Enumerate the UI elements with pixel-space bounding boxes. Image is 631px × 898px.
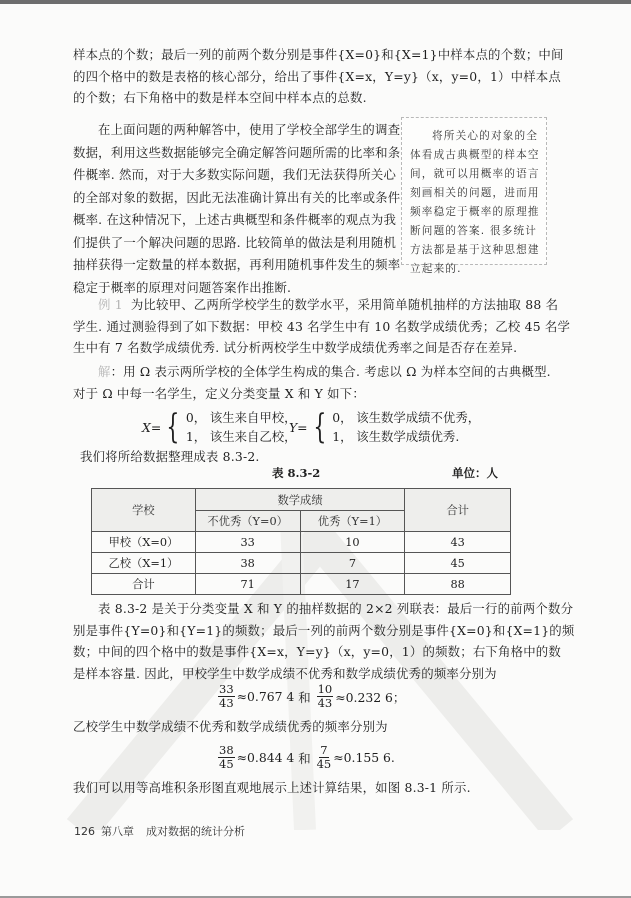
row-label: 甲校（X=0） bbox=[92, 532, 196, 553]
case-desc: 该生数学成绩优秀. bbox=[356, 429, 460, 444]
formula-school-a bbox=[216, 683, 405, 710]
discussion-paragraph bbox=[73, 119, 400, 299]
closing-line: 我们可以用等高堆积条形图直观地展示上述计算结果，如图 8.3-1 所示. bbox=[73, 780, 471, 795]
case-value: 1， bbox=[332, 429, 353, 444]
denominator: 45 bbox=[316, 757, 332, 771]
table-cell: 45 bbox=[405, 553, 511, 574]
conjunction: 和 bbox=[294, 750, 315, 766]
text-line: 件概率. 然而，对于大多数实际问题，我们无法获得所关心 bbox=[73, 167, 397, 182]
text-line bbox=[73, 361, 551, 383]
denominator: 45 bbox=[219, 757, 234, 771]
approx-value: ≈0.844 4 bbox=[236, 750, 295, 765]
definition-lhs: X= bbox=[142, 419, 162, 435]
table-cell: 38 bbox=[195, 553, 300, 574]
text-line: 在上面问题的两种解答中，使用了学校全部学生的调查 bbox=[98, 122, 401, 137]
numerator: 10 bbox=[317, 682, 333, 696]
text-line: 的全部对象的数据，因此无法准确计算出有关的比率或条件 bbox=[73, 189, 401, 205]
table-row bbox=[92, 532, 511, 553]
text-line: 们提供了一个解决问题的思路. 比较简单的做法是利用随机 bbox=[73, 234, 397, 250]
text-line: 对于 Ω 中每一名学生，定义分类变量 X 和 Y 如下： bbox=[73, 385, 365, 401]
brace-icon: { bbox=[166, 407, 180, 447]
approx-value: ≈0.767 4 bbox=[236, 689, 295, 704]
table-cell: 43 bbox=[405, 532, 511, 553]
subheader-excellent: 优秀（Y=1） bbox=[300, 511, 405, 532]
numerator: 33 bbox=[219, 682, 234, 696]
text-line: 数据，利用这些数据能够完全确定解答问题所需的比率和条 bbox=[73, 144, 401, 160]
case-desc: 该生来自乙校， bbox=[209, 429, 297, 444]
text-line: 是样本容量. 因此，甲校学生中数学成绩不优秀和数学成绩优秀的频率分别为 bbox=[73, 665, 497, 681]
chapter-label: 第八章 bbox=[101, 825, 134, 838]
numerator: 7 bbox=[320, 743, 328, 757]
numerator: 38 bbox=[219, 743, 234, 757]
table-intro: 我们将所给数据整理成表 8.3-2. bbox=[80, 449, 260, 464]
text-line: 数；中间的四个格中的数是事件{X=x，Y=y}（x，y=0，1）的频数；右下角格中的数 bbox=[73, 644, 561, 659]
formula-school-b bbox=[216, 744, 395, 771]
table-cell: 10 bbox=[300, 532, 405, 553]
intro-paragraph bbox=[73, 44, 564, 109]
case-value: 0， bbox=[185, 410, 207, 425]
table-cell: 71 bbox=[195, 574, 300, 595]
text-line-content: ：用 Ω 表示两所学校的全体学生构成的集合. 考虑以 Ω 为样本空间的古典概型. bbox=[110, 364, 551, 379]
case-row bbox=[332, 408, 480, 427]
table-cell: 88 bbox=[405, 574, 511, 595]
conjunction: 和 bbox=[294, 689, 315, 705]
definition-lhs: Y= bbox=[289, 419, 308, 435]
approx-value: ≈0.232 6； bbox=[335, 689, 406, 705]
text-line-content: 为比较甲、乙两所学校学生的数学水平，采用简单随机抽样的方法抽取 88 名 bbox=[130, 297, 559, 312]
text-line: 的个数；右下角格中的数是样本空间中样本点的总数. bbox=[73, 90, 367, 105]
page-number: 126 bbox=[74, 825, 95, 838]
case-value: 0， bbox=[332, 410, 353, 425]
table-cell: 33 bbox=[195, 532, 300, 553]
page-footer bbox=[74, 823, 245, 839]
example-label: 例 1 bbox=[98, 297, 123, 312]
table-caption: 表 8.3-2 bbox=[272, 466, 321, 480]
example-paragraph bbox=[73, 294, 570, 359]
contingency-table bbox=[91, 488, 511, 595]
text-line: 表 8.3-2 是关于分类变量 X 和 Y 的抽样数据的 2×2 列联表：最后一行的前两个数分 bbox=[98, 601, 574, 616]
case-value: 1， bbox=[185, 429, 207, 444]
scan-top-edge bbox=[0, 0, 631, 4]
text-line: 抽样获得一定数量的样本数据，再利用随机事件发生的频率 bbox=[73, 257, 401, 272]
header-math-score: 数学成绩 bbox=[195, 489, 405, 511]
row-label: 合计 bbox=[92, 574, 196, 595]
table-header-row bbox=[92, 489, 511, 511]
school-b-intro: 乙校学生中数学成绩不优秀和数学成绩优秀的频率分别为 bbox=[73, 719, 388, 734]
definition-x bbox=[142, 408, 297, 446]
solution-paragraph bbox=[73, 361, 551, 404]
subheader-not-excellent: 不优秀（Y=0） bbox=[195, 511, 300, 532]
header-school: 学校 bbox=[92, 489, 196, 532]
chapter-title: 成对数据的统计分析 bbox=[146, 825, 245, 838]
header-total: 合计 bbox=[405, 489, 511, 532]
table-cell: 7 bbox=[300, 553, 405, 574]
definition-cases bbox=[186, 408, 297, 446]
sidenote-box: 将所关心的对象的全体看成古典概型的样本空间，就可以用概率的语言刻画相关的问题，进而用频率稳定于概率的原理推断问题的答案. 很多统计方法都是基于这种思想建立起来的. bbox=[401, 117, 547, 265]
table-row bbox=[92, 574, 511, 595]
denominator: 43 bbox=[317, 696, 333, 710]
definition-cases bbox=[332, 408, 480, 446]
text-line: 的四个格中的数是表格的核心部分，给出了事件{X=x，Y=y}（x，y=0，1）中样本点 bbox=[73, 68, 561, 84]
fraction bbox=[317, 744, 332, 771]
row-label: 乙校（X=1） bbox=[92, 553, 196, 574]
table-cell: 17 bbox=[300, 574, 405, 595]
text-line bbox=[73, 294, 570, 316]
fraction bbox=[317, 683, 334, 710]
case-row bbox=[186, 427, 297, 446]
brace-icon: { bbox=[312, 407, 326, 447]
text-line: 学生. 通过测验得到了如下数据：甲校 43 名学生中有 10 名数学成绩优秀；乙校 45 名学 bbox=[73, 318, 571, 334]
case-row bbox=[332, 427, 480, 446]
table-row bbox=[92, 553, 511, 574]
definition-y bbox=[289, 408, 480, 446]
case-desc: 该生来自甲校， bbox=[209, 410, 297, 425]
fraction bbox=[218, 744, 235, 771]
case-desc: 该生数学成绩不优秀， bbox=[356, 410, 481, 425]
analysis-paragraph bbox=[73, 598, 575, 684]
text-line: 别是事件{Y=0}和{Y=1}的频数；最后一列的前两个数分别是事件{X=0}和{X=1}的频 bbox=[73, 622, 575, 638]
table-unit: 单位：人 bbox=[452, 466, 498, 480]
text-line: 生中有 7 名数学成绩优秀. 试分析两校学生中数学成绩优秀率之间是否存在差异. bbox=[73, 340, 518, 355]
case-row bbox=[186, 408, 297, 427]
text-line: 概率. 在这种情况下，上述古典概型和条件概率的观点为我 bbox=[73, 212, 397, 227]
solution-label: 解 bbox=[98, 364, 111, 379]
text-line: 样本点的个数；最后一列的前两个数分别是事件{X=0}和{X=1}中样本点的个数；中间 bbox=[73, 47, 564, 62]
text-line: 稳定于概率的原理对问题答案作出推断. bbox=[73, 279, 292, 295]
fraction bbox=[218, 683, 235, 710]
denominator: 43 bbox=[219, 696, 234, 710]
approx-value: ≈0.155 6. bbox=[333, 750, 395, 765]
